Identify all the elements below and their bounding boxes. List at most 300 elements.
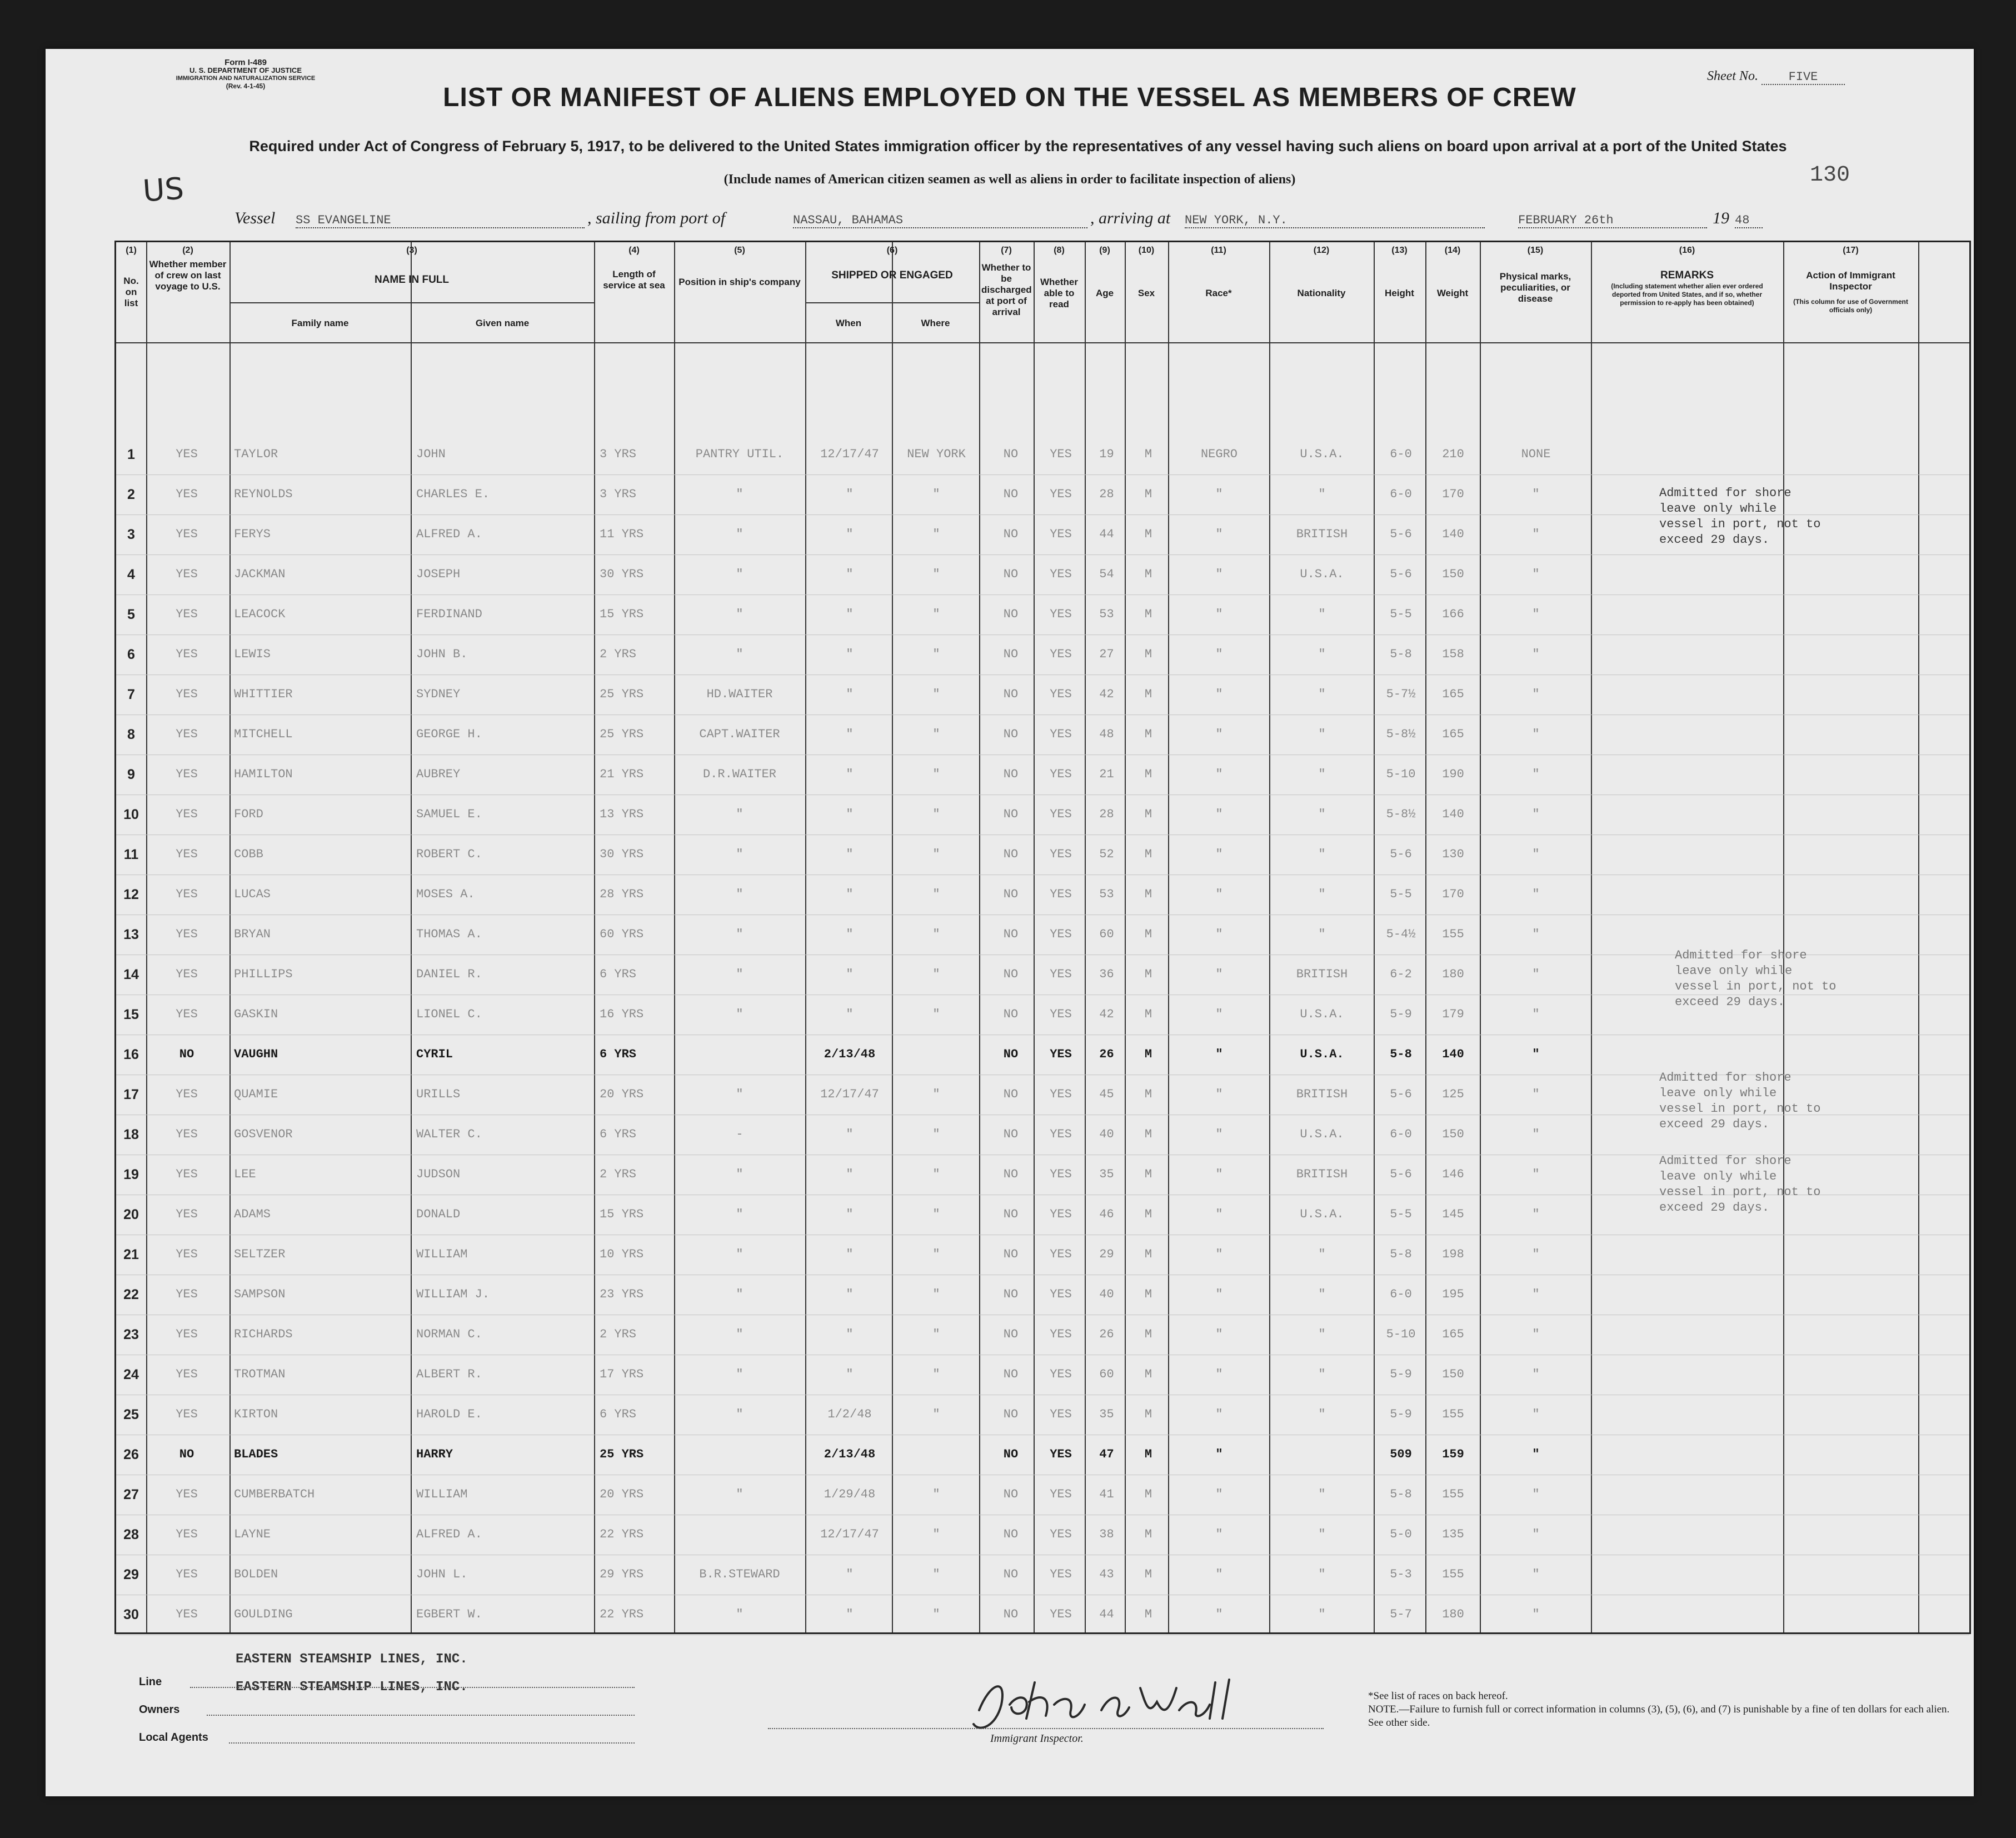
year-field [1735,209,1763,228]
col-header-sex: Sex [1137,288,1155,298]
col-header-where: Where [921,318,950,328]
weight-cell: 155 [1442,1487,1464,1501]
position-cell: " [736,967,743,981]
discharged-cell: NO [1003,1487,1019,1501]
port-from: NASSAU, BAHAMAS [793,213,1087,228]
age-cell: 36 [1099,967,1114,981]
page-stamp-number: 130 [1810,163,1850,188]
crew-last-voyage-cell: YES [176,1087,198,1101]
physical-marks-cell: " [1532,1607,1540,1621]
physical-marks-cell: NONE [1521,447,1551,461]
able-to-read-cell: YES [1050,687,1072,701]
race-cell: " [1215,1167,1223,1181]
col-8-number: (8) [1054,246,1065,255]
col-header-race: Race* [1205,288,1232,298]
crew-last-voyage-cell: YES [176,527,198,541]
position-cell: " [736,1247,743,1261]
race-cell: " [1215,807,1223,821]
age-cell: 21 [1099,767,1114,781]
height-cell: 6-2 [1390,967,1412,981]
col-header-crew-last-voyage: Whether member of crew on last voyage to U.S. [149,259,227,292]
footer-note [1368,1690,1957,1730]
height-cell: 6-0 [1390,1127,1412,1141]
physical-marks-cell: " [1532,727,1540,741]
weight-cell: 165 [1442,687,1464,701]
race-cell: " [1215,1447,1223,1461]
weight-cell: 150 [1442,1127,1464,1141]
service-length-cell: 15 YRS [600,1207,644,1221]
height-cell: 5-0 [1390,1527,1412,1541]
family-name-cell: ADAMS [234,1207,271,1221]
family-name-cell: JACKMAN [234,567,286,581]
discharged-cell: NO [1003,1207,1019,1221]
crew-last-voyage-cell: YES [176,1207,198,1221]
col-2-number: (2) [182,246,193,255]
family-name-cell: HAMILTON [234,767,293,781]
sex-cell: M [1144,447,1152,461]
discharged-cell: NO [1003,447,1019,461]
inspector-label: Immigrant Inspector. [990,1732,1084,1745]
nationality-cell: U.S.A. [1300,1127,1344,1141]
sex-cell: M [1144,1207,1152,1221]
discharged-cell: NO [1003,1607,1019,1621]
position-cell: B.R.STEWARD [699,1567,780,1581]
shipped-when-cell: " [846,927,854,941]
family-name-cell: RICHARDS [234,1327,293,1341]
crew-last-voyage-cell: YES [176,887,198,901]
discharged-cell: NO [1003,1367,1019,1381]
sex-cell: M [1144,847,1152,861]
department-name: U. S. DEPARTMENT OF JUSTICE [189,66,302,74]
family-name-cell: SAMPSON [234,1287,286,1301]
race-cell: " [1215,1367,1223,1381]
age-cell: 38 [1099,1527,1114,1541]
row-number: 30 [123,1607,139,1622]
race-cell: " [1215,967,1223,981]
family-name-cell: COBB [234,847,263,861]
shipped-when-cell: " [846,1167,854,1181]
age-cell: 42 [1099,687,1114,701]
service-length-cell: 17 YRS [600,1367,644,1381]
weight-cell: 165 [1442,727,1464,741]
row-number: 16 [123,1047,139,1062]
weight-cell: 198 [1442,1247,1464,1261]
able-to-read-cell: YES [1050,1447,1072,1461]
weight-cell: 180 [1442,967,1464,981]
family-name-cell: BLADES [234,1447,278,1461]
nationality-cell: " [1318,1567,1326,1581]
nationality-cell: " [1318,487,1326,501]
given-name-cell: CYRIL [416,1047,453,1061]
sex-cell: M [1144,567,1152,581]
col-15-number: (15) [1527,246,1544,255]
discharged-cell: NO [1003,767,1019,781]
discharged-cell: NO [1003,967,1019,981]
shipped-where-cell: " [932,767,940,781]
col-header-height: Height [1385,288,1414,298]
physical-marks-cell: " [1532,567,1540,581]
weight-cell: 210 [1442,447,1464,461]
port-to-field [1185,209,1485,228]
col-header-name: NAME IN FULL [374,274,450,286]
sex-cell: M [1144,1407,1152,1421]
nationality-cell: " [1318,647,1326,661]
height-cell: 509 [1390,1447,1412,1461]
shipped-when-cell: " [846,1007,854,1021]
given-name-cell: ALFRED A. [416,527,482,541]
shipped-where-cell: " [932,1167,940,1181]
race-cell: " [1215,1607,1223,1621]
col-14-number: (14) [1444,246,1461,255]
date-field [1518,209,1707,228]
family-name-cell: LEACOCK [234,607,286,621]
age-cell: 19 [1099,447,1114,461]
weight-cell: 170 [1442,887,1464,901]
service-length-cell: 28 YRS [600,887,644,901]
family-name-cell: KIRTON [234,1407,278,1421]
sex-cell: M [1144,687,1152,701]
given-name-cell: HARRY [416,1447,453,1461]
service-length-cell: 60 YRS [600,927,644,941]
sex-cell: M [1144,1567,1152,1581]
able-to-read-cell: YES [1050,1127,1072,1141]
sex-cell: M [1144,967,1152,981]
service-length-cell: 6 YRS [600,1407,637,1421]
nationality-cell: " [1318,1527,1326,1541]
shipped-when-cell: " [846,487,854,501]
remark-row-19: Admitted for shore leave only while vessel in port, not to exceed 29 days. [1659,1154,1821,1215]
shipped-where-cell: " [932,1487,940,1501]
physical-marks-cell: " [1532,1207,1540,1221]
race-cell: " [1215,487,1223,501]
family-name-cell: TAYLOR [234,447,278,461]
race-cell: " [1215,1287,1223,1301]
able-to-read-cell: YES [1050,887,1072,901]
given-name-cell: AUBREY [416,767,461,781]
race-cell: " [1215,607,1223,621]
discharged-cell: NO [1003,1447,1019,1461]
discharged-cell: NO [1003,1527,1019,1541]
shipped-where-cell: " [932,1607,940,1621]
age-cell: 45 [1099,1087,1114,1101]
sex-cell: M [1144,887,1152,901]
vessel-name: SS EVANGELINE [296,213,585,228]
arrival-date: FEBRUARY 26th [1518,213,1707,228]
crew-last-voyage-cell: YES [176,487,198,501]
crew-last-voyage-cell: YES [176,1287,198,1301]
crew-last-voyage-cell: YES [176,1367,198,1381]
col-6-number: (6) [886,246,898,255]
able-to-read-cell: YES [1050,1167,1072,1181]
service-length-cell: 25 YRS [600,687,644,701]
physical-marks-cell: " [1532,847,1540,861]
physical-marks-cell: " [1532,487,1540,501]
shipped-where-cell: " [932,1287,940,1301]
shipped-where-cell: " [932,687,940,701]
service-length-cell: 25 YRS [600,1447,644,1461]
weight-cell: 190 [1442,767,1464,781]
row-number: 7 [127,687,135,702]
col-10-number: (10) [1138,246,1155,255]
shipped-when-cell: " [846,1367,854,1381]
physical-marks-cell: " [1532,1047,1540,1061]
shipped-when-cell: " [846,1287,854,1301]
weight-cell: 135 [1442,1527,1464,1541]
weight-cell: 180 [1442,1607,1464,1621]
service-length-cell: 11 YRS [600,527,644,541]
height-cell: 5-10 [1386,767,1416,781]
nationality-cell: " [1318,1367,1326,1381]
weight-cell: 130 [1442,847,1464,861]
shipped-when-cell: " [846,607,854,621]
col-9-number: (9) [1099,246,1110,255]
shipped-when-cell: " [846,847,854,861]
shipped-when-cell: " [846,687,854,701]
arriving-label: , arriving at [1090,209,1171,227]
service-length-cell: 30 YRS [600,847,644,861]
able-to-read-cell: YES [1050,487,1072,501]
service-length-cell: 20 YRS [600,1487,644,1501]
col-header-given-name: Given name [475,318,530,328]
shipped-where-cell: " [932,647,940,661]
physical-marks-cell: " [1532,1407,1540,1421]
sheet-number-value: FIVE [1761,70,1845,85]
physical-marks-cell: " [1532,1087,1540,1101]
row-number: 9 [127,767,135,782]
weight-cell: 179 [1442,1007,1464,1021]
row-number: 17 [123,1087,139,1102]
row-number: 22 [123,1287,139,1302]
given-name-cell: URILLS [416,1087,461,1101]
crew-last-voyage-cell: YES [176,1527,198,1541]
weight-cell: 140 [1442,807,1464,821]
col-header-weight: Weight [1436,288,1469,298]
weight-cell: 145 [1442,1207,1464,1221]
shipped-where-cell: " [932,807,940,821]
col-1-number: (1) [126,246,137,255]
age-cell: 28 [1099,807,1114,821]
nationality-cell: U.S.A. [1300,1047,1344,1061]
position-cell: " [736,1287,743,1301]
nationality-cell: " [1318,807,1326,821]
row-number: 24 [123,1367,139,1382]
height-cell: 5-8 [1390,647,1412,661]
weight-cell: 140 [1442,1047,1464,1061]
row-number: 27 [123,1487,139,1502]
able-to-read-cell: YES [1050,1327,1072,1341]
able-to-read-cell: YES [1050,1407,1072,1421]
service-length-cell: 3 YRS [600,447,637,461]
shipped-where-cell: " [932,1207,940,1221]
shipped-where-cell: " [932,1567,940,1581]
able-to-read-cell: YES [1050,1247,1072,1261]
race-cell: NEGRO [1200,447,1237,461]
race-cell: " [1215,1407,1223,1421]
crew-last-voyage-cell: YES [176,927,198,941]
crew-last-voyage-cell: NO [179,1447,194,1461]
weight-cell: 195 [1442,1287,1464,1301]
shipped-when-cell: " [846,527,854,541]
nationality-cell: U.S.A. [1300,447,1344,461]
crew-last-voyage-cell: YES [176,567,198,581]
service-length-cell: 13 YRS [600,807,644,821]
given-name-cell: ALBERT R. [416,1367,482,1381]
local-agents-label: Local Agents [139,1731,208,1744]
shipped-where-cell: " [932,1087,940,1101]
nationality-cell: " [1318,687,1326,701]
family-name-cell: GOSVENOR [234,1127,293,1141]
weight-cell: 140 [1442,527,1464,541]
remark-row-2: Admitted for shore leave only while vessel in port, not to exceed 29 days. [1659,486,1821,547]
remark-row-14: Admitted for shore leave only while vessel in port, not to exceed 29 days. [1675,948,1837,1009]
col-11-number: (11) [1211,246,1226,255]
physical-marks-cell: " [1532,767,1540,781]
physical-marks-cell: " [1532,887,1540,901]
family-name-cell: GOULDING [234,1607,293,1621]
shipped-where-cell: " [932,567,940,581]
crew-last-voyage-cell: YES [176,727,198,741]
position-cell: - [736,1127,743,1141]
age-cell: 44 [1099,527,1114,541]
shipped-where-cell: " [932,1327,940,1341]
family-name-cell: BRYAN [234,927,271,941]
weight-cell: 165 [1442,1327,1464,1341]
nationality-cell: " [1318,1607,1326,1621]
sex-cell: M [1144,527,1152,541]
age-cell: 35 [1099,1407,1114,1421]
family-name-cell: MITCHELL [234,727,293,741]
position-cell: " [736,1087,743,1101]
age-cell: 41 [1099,1487,1114,1501]
race-cell: " [1215,567,1223,581]
row-number: 23 [123,1327,139,1342]
physical-marks-cell: " [1532,647,1540,661]
able-to-read-cell: YES [1050,927,1072,941]
crew-last-voyage-cell: YES [176,1167,198,1181]
discharged-cell: NO [1003,647,1019,661]
physical-marks-cell: " [1532,1527,1540,1541]
discharged-cell: NO [1003,1567,1019,1581]
position-cell: " [736,567,743,581]
family-name-cell: BOLDEN [234,1567,278,1581]
col-12-number: (12) [1313,246,1330,255]
col-header-family-name: Family name [291,318,349,328]
discharged-cell: NO [1003,1407,1019,1421]
family-name-cell: PHILLIPS [234,967,293,981]
position-cell: HD.WAITER [706,687,773,701]
physical-marks-cell: " [1532,1167,1540,1181]
sheet-number-label: Sheet No. [1707,69,1758,83]
row-number: 3 [127,527,135,542]
physical-marks-cell: " [1532,967,1540,981]
races-note: *See list of races on back hereof. [1368,1690,1508,1702]
given-name-cell: ALFRED A. [416,1527,482,1541]
given-name-cell: WILLIAM [416,1247,468,1261]
position-cell: " [736,847,743,861]
given-name-cell: WALTER C. [416,1127,482,1141]
shipped-where-cell: " [932,607,940,621]
weight-cell: 159 [1442,1447,1464,1461]
sex-cell: M [1144,607,1152,621]
given-name-cell: ROBERT C. [416,847,482,861]
row-number: 15 [123,1007,139,1022]
shipped-when-cell: " [846,1567,854,1581]
shipped-when-cell: " [846,967,854,981]
discharged-cell: NO [1003,727,1019,741]
requirement-statement: Required under Act of Congress of February 5, 1917, to be delivered to the United States immigration officer by the representatives of any vessel having such aliens on board upon arrival at a port of the United States [249,138,1787,154]
height-cell: 6-0 [1390,447,1412,461]
sex-cell: M [1144,1167,1152,1181]
col-header-length-of-service: Length of service at sea [603,269,665,291]
physical-marks-cell: " [1532,687,1540,701]
col-header-discharged: Whether to be discharged at port of arrival [981,262,1032,317]
given-name-cell: JUDSON [416,1167,461,1181]
position-cell: " [736,1207,743,1221]
height-cell: 5-5 [1390,607,1412,621]
nationality-cell: " [1318,1247,1326,1261]
sex-cell: M [1144,1127,1152,1141]
shipped-when-cell: 1/2/48 [827,1407,872,1421]
position-cell: " [736,1367,743,1381]
sex-cell: M [1144,1487,1152,1501]
given-name-cell: JOSEPH [416,567,461,581]
race-cell: " [1215,847,1223,861]
position-cell: " [736,1607,743,1621]
weight-cell: 155 [1442,927,1464,941]
height-cell: 5-3 [1390,1567,1412,1581]
height-cell: 5-6 [1390,527,1412,541]
age-cell: 60 [1099,927,1114,941]
service-length-cell: 30 YRS [600,567,644,581]
given-name-cell: SYDNEY [416,687,461,701]
shipped-when-cell: 2/13/48 [824,1047,876,1061]
age-cell: 26 [1099,1047,1114,1061]
weight-cell: 150 [1442,1367,1464,1381]
able-to-read-cell: YES [1050,807,1072,821]
service-length-cell: 16 YRS [600,1007,644,1021]
height-cell: 5-9 [1390,1367,1412,1381]
race-cell: " [1215,887,1223,901]
row-number: 1 [127,447,135,462]
age-cell: 29 [1099,1247,1114,1261]
service-length-cell: 25 YRS [600,727,644,741]
service-length-cell: 21 YRS [600,767,644,781]
nationality-cell: " [1318,1487,1326,1501]
handwritten-mark: US [141,171,185,209]
able-to-read-cell: YES [1050,1567,1072,1581]
sex-cell: M [1144,1527,1152,1541]
row-number: 6 [127,647,135,662]
family-name-cell: TROTMAN [234,1367,286,1381]
physical-marks-cell: " [1532,1287,1540,1301]
col-header-age: Age [1095,288,1114,298]
nationality-cell: " [1318,887,1326,901]
discharged-cell: NO [1003,607,1019,621]
given-name-cell: LIONEL C. [416,1007,482,1021]
able-to-read-cell: YES [1050,967,1072,981]
shipped-when-cell: " [846,1607,854,1621]
height-cell: 5-6 [1390,1087,1412,1101]
race-cell: " [1215,1007,1223,1021]
shipped-when-cell: " [846,727,854,741]
family-name-cell: LUCAS [234,887,271,901]
age-cell: 60 [1099,1367,1114,1381]
given-name-cell: JOHN [416,447,446,461]
crew-last-voyage-cell: YES [176,447,198,461]
line-label: Line [139,1676,162,1688]
discharged-cell: NO [1003,887,1019,901]
race-cell: " [1215,1207,1223,1221]
